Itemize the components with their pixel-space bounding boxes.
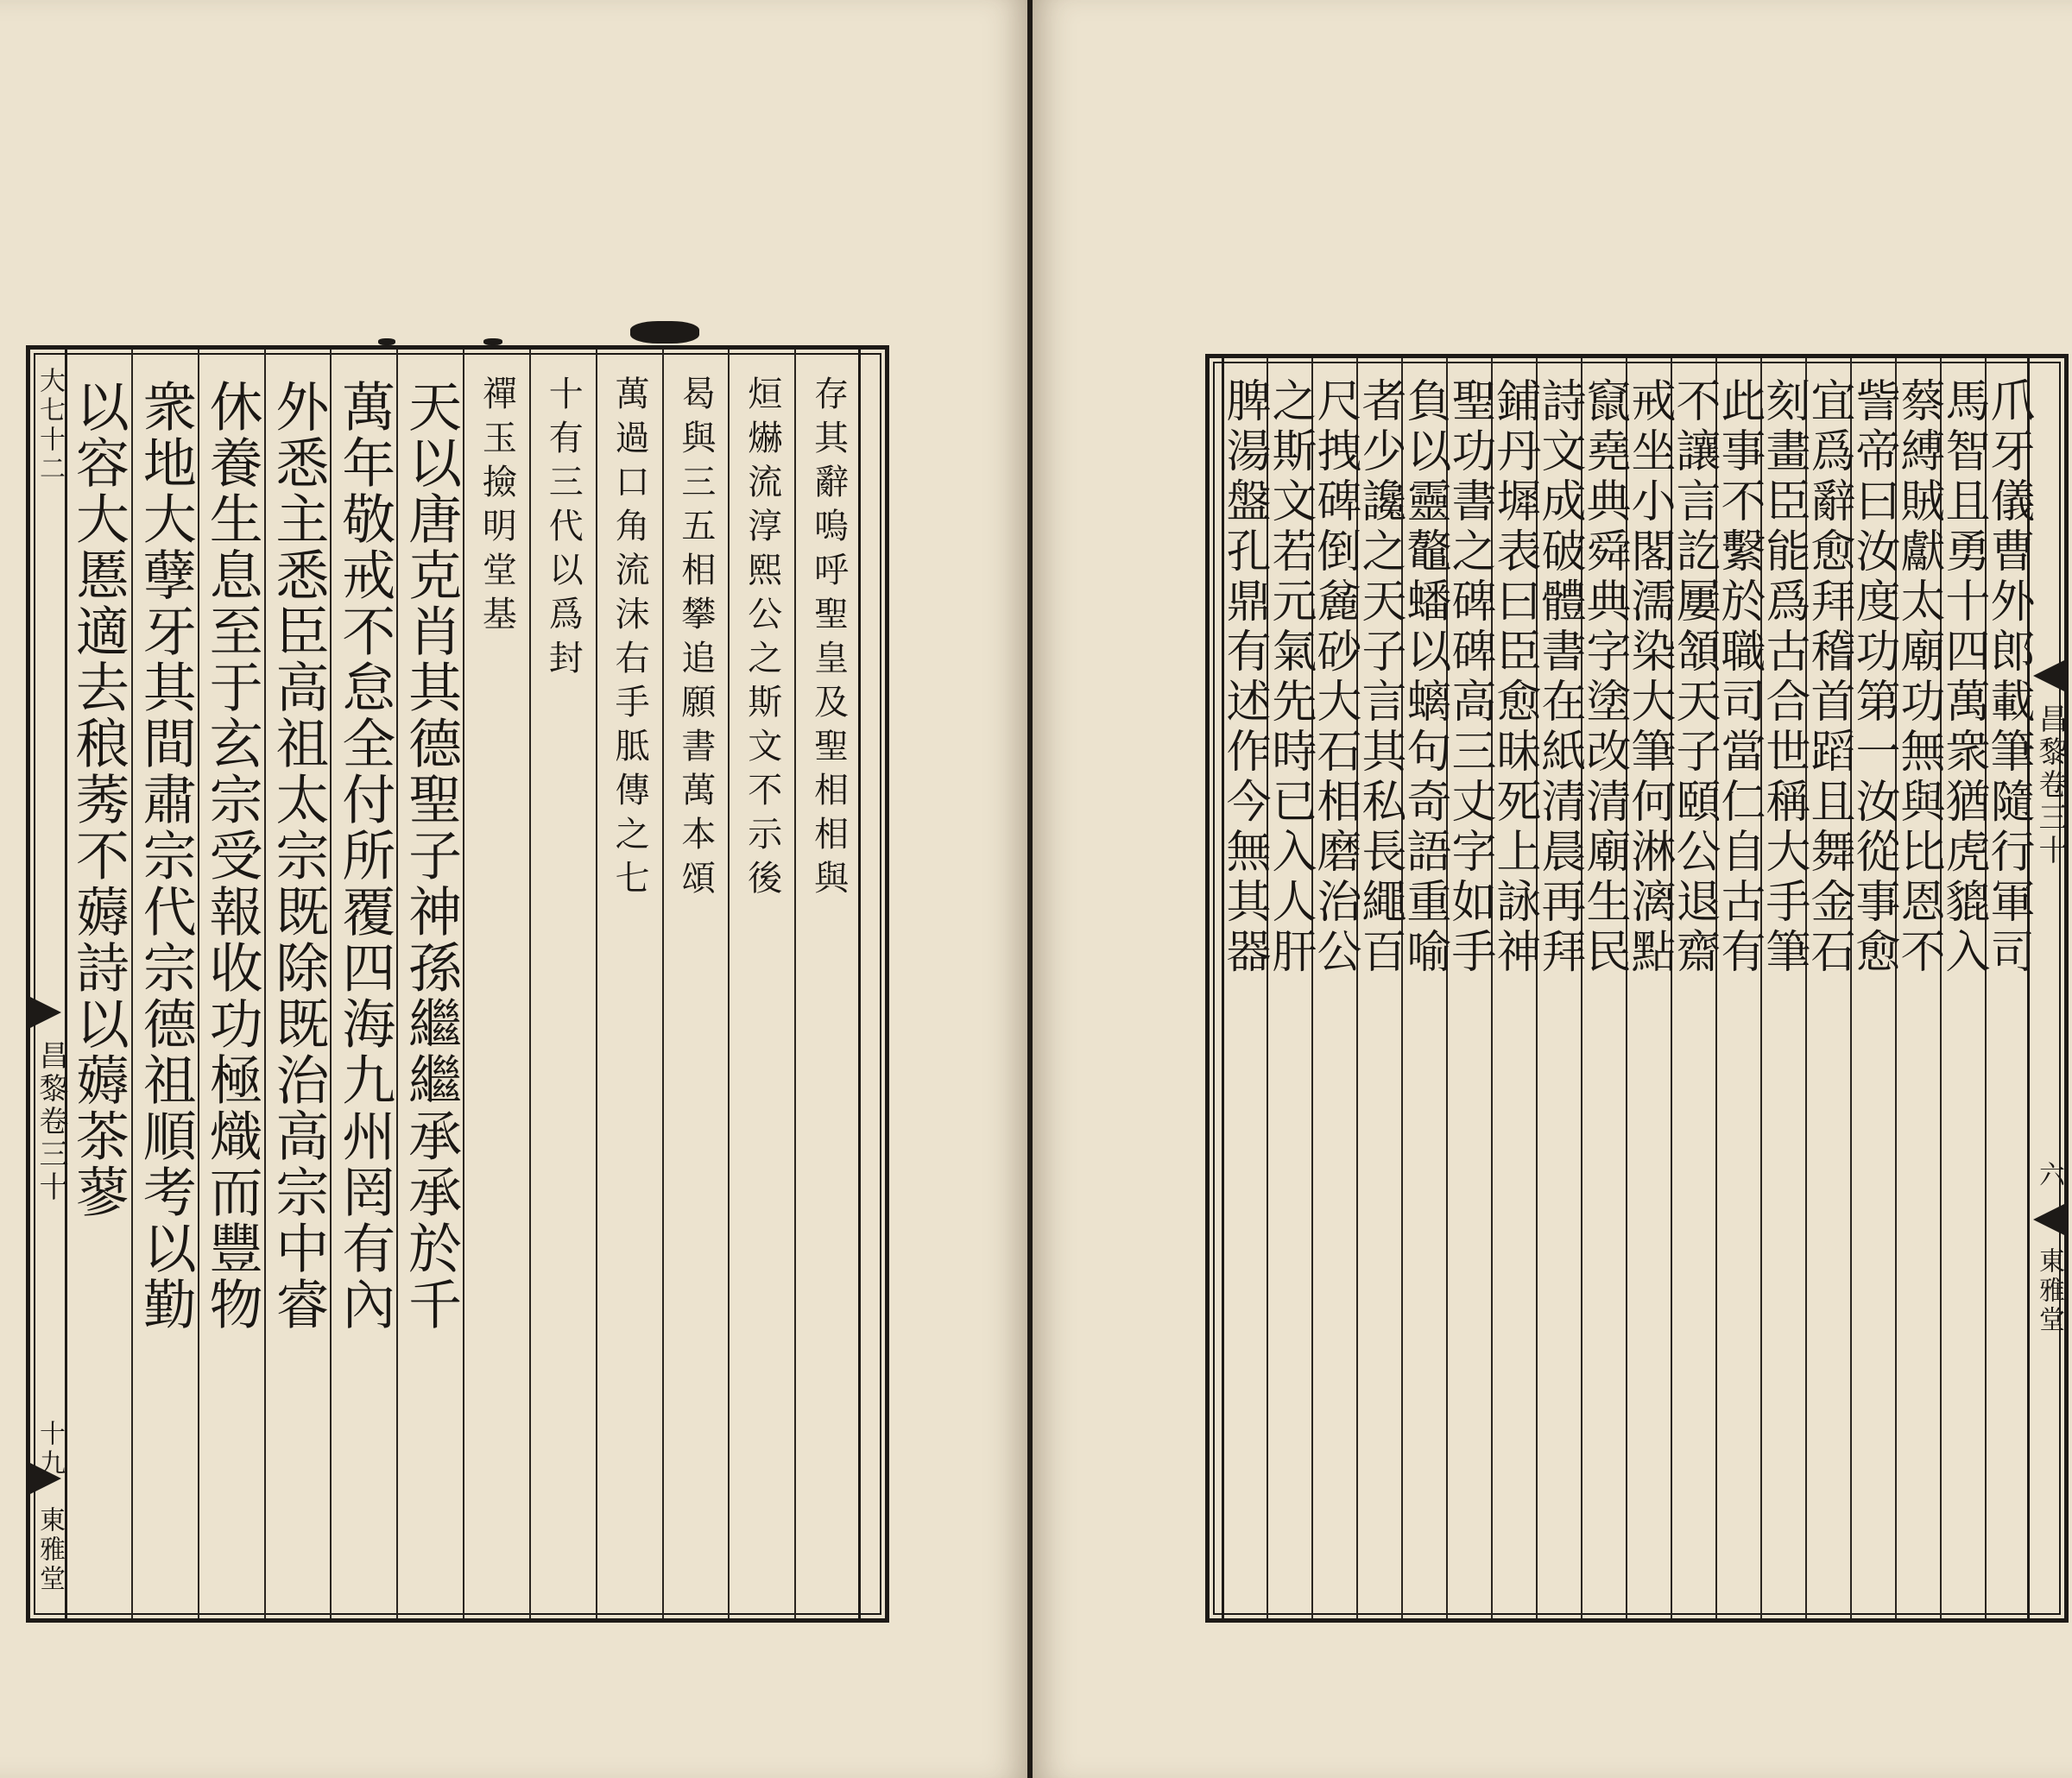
fishtail-mark xyxy=(2033,1204,2064,1235)
text-column xyxy=(1713,358,1765,1618)
column-text: 十有三代以爲封 xyxy=(543,375,584,684)
column-text: 萬過口角流沫右手胝傳之七 xyxy=(610,375,650,904)
column-text: 脾湯盤孔鼎有述作今無其器 xyxy=(1218,377,1270,978)
text-column xyxy=(1264,358,1316,1618)
column-text: 以容大慝適去稂莠不薅詩以薅茶蓼 xyxy=(66,379,130,1220)
column-text: 刻畫臣能爲古合世稱大手筆 xyxy=(1758,377,1810,978)
column-text: 負以靈鼇蟠以螭句奇語重喻 xyxy=(1399,377,1450,978)
text-column xyxy=(529,350,596,1618)
text-column xyxy=(1488,358,1540,1618)
fishtail-mark xyxy=(2033,660,2064,691)
right-margin-page: 六 xyxy=(2034,1161,2064,1190)
ink-smudge xyxy=(630,321,699,344)
text-column xyxy=(463,350,529,1618)
column-text: 禪玉撿明堂基 xyxy=(477,375,517,640)
column-text: 聖功書之碑碑高三丈字如手 xyxy=(1443,377,1495,978)
column-text: 曷與三五相攀追願書萬本頌 xyxy=(675,375,716,904)
left-print-frame xyxy=(26,345,889,1623)
right-margin-title: 昌黎卷三十 xyxy=(2033,703,2068,867)
column-text: 天以唐克肖其德聖子神孫繼繼承承於千 xyxy=(399,379,463,1333)
left-page xyxy=(0,0,1027,1778)
ink-smudge xyxy=(483,338,502,345)
text-column xyxy=(1758,358,1810,1618)
left-right-border-band xyxy=(858,350,885,1618)
left-margin-page: 十九 xyxy=(35,1420,65,1479)
text-column xyxy=(1443,358,1495,1618)
text-column xyxy=(1937,358,1989,1618)
column-text: 詩文成破體書在紙清晨再拜 xyxy=(1533,377,1585,978)
left-margin-top: 大七十二 xyxy=(35,367,65,484)
left-margin-press: 東雅堂 xyxy=(35,1506,65,1594)
text-column xyxy=(396,350,463,1618)
text-column xyxy=(1399,358,1450,1618)
ink-smudge xyxy=(378,338,395,345)
column-text: 此事不繫於職司當仁自古有 xyxy=(1713,377,1765,978)
text-column xyxy=(1218,358,1270,1618)
right-print-frame xyxy=(1205,354,2069,1623)
column-text: 之斯文若元氣先時已入人肝 xyxy=(1264,377,1316,978)
text-column xyxy=(1309,358,1361,1618)
right-text-area xyxy=(1218,358,2034,1618)
column-text: 烜爀流淳熙公之斯文不示後 xyxy=(742,375,782,904)
column-text: 宜爲辭愈拜稽首蹈且舞金石 xyxy=(1803,377,1854,978)
text-column xyxy=(330,350,396,1618)
text-column xyxy=(1848,358,1899,1618)
text-column xyxy=(1668,358,1720,1618)
text-column xyxy=(596,350,662,1618)
text-column xyxy=(1982,358,2034,1618)
text-column xyxy=(794,350,861,1618)
right-margin-column xyxy=(2027,358,2068,1618)
text-column xyxy=(264,350,331,1618)
column-text: 不讓言訖屢頷天子頤公退齋 xyxy=(1668,377,1720,978)
column-text: 存其辭嗚呼聖皇及聖相相與 xyxy=(808,375,849,904)
right-page xyxy=(1033,0,2072,1778)
right-margin-press: 東雅堂 xyxy=(2034,1247,2064,1335)
column-text: 萬年敬戒不怠全付所覆四海九州罔有內 xyxy=(332,379,396,1333)
text-column xyxy=(1892,358,1944,1618)
text-column xyxy=(1533,358,1585,1618)
column-text: 蔡縛賊獻太廟功無與比恩不 xyxy=(1892,377,1944,978)
left-margin-title: 昌黎卷三十 xyxy=(34,1040,68,1204)
text-column xyxy=(1623,358,1675,1618)
text-column xyxy=(728,350,794,1618)
column-text: 竄堯典舜典字塗改清廟生民 xyxy=(1578,377,1630,978)
text-column xyxy=(1354,358,1406,1618)
text-column xyxy=(131,350,198,1618)
left-text-area xyxy=(65,350,861,1618)
column-text: 鋪丹墀表曰臣愈昧死上詠神 xyxy=(1488,377,1540,978)
column-text: 馬智且勇十四萬衆猶虎貔入 xyxy=(1937,377,1989,978)
column-text: 戒坐小閣濡染大筆何淋漓點 xyxy=(1623,377,1675,978)
left-margin-column xyxy=(30,350,67,1618)
column-text: 休養生息至于玄宗受報收功極熾而豐物 xyxy=(200,379,264,1333)
column-text: 外悉主悉臣高祖太宗既除既治高宗中睿 xyxy=(266,379,330,1333)
text-column xyxy=(1803,358,1854,1618)
column-text: 爪牙儀曹外郎載筆隨行軍司 xyxy=(1982,377,2034,978)
column-text: 衆地大孽牙其間肅宗代宗德祖順考以勤 xyxy=(134,379,198,1333)
text-column xyxy=(198,350,264,1618)
text-column xyxy=(65,350,131,1618)
column-text: 訾帝曰汝度功第一汝從事愈 xyxy=(1848,377,1899,978)
column-text: 者少讒之天子言其私長繩百 xyxy=(1354,377,1406,978)
text-column xyxy=(1578,358,1630,1618)
column-text: 尺拽碑倒麄砂大石相磨治公 xyxy=(1309,377,1361,978)
fishtail-mark xyxy=(30,997,61,1028)
text-column xyxy=(662,350,729,1618)
